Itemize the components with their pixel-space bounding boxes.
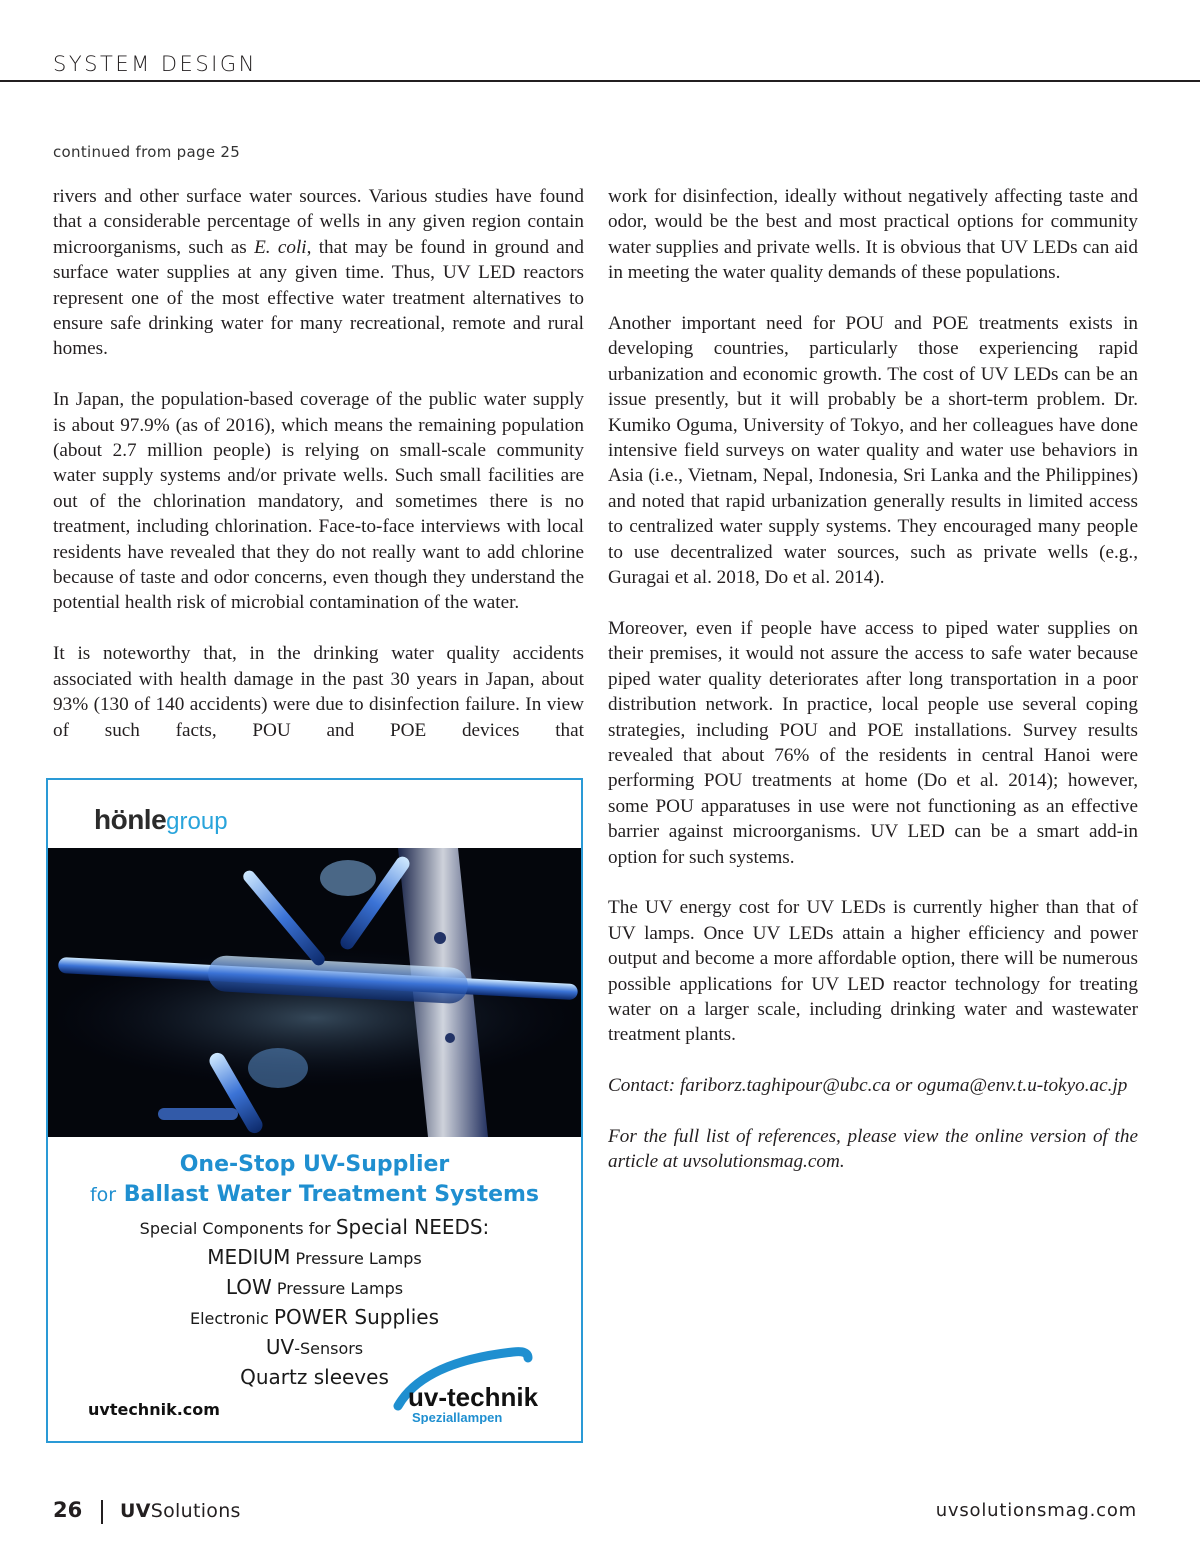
ad-list-item: MEDIUM Pressure Lamps bbox=[207, 1245, 422, 1269]
ad-list-item: Electronic POWER Supplies bbox=[189, 1305, 440, 1329]
ad-headline-line-1: One-Stop UV-Supplier bbox=[179, 1152, 450, 1177]
ad-list-item: Quartz sleeves bbox=[240, 1365, 389, 1389]
svg-text:Speziallampen: Speziallampen bbox=[412, 1410, 503, 1424]
section-header: SYSTEM DESIGN bbox=[53, 52, 257, 76]
magazine-name: UVSolutions bbox=[120, 1500, 241, 1522]
honle-group-logo: hönlegroup bbox=[94, 804, 228, 835]
ad-headline bbox=[48, 1150, 581, 1210]
references-note: For the full list of references, please view the online version of the article at uvsolutionsmag.com. bbox=[608, 1125, 1138, 1173]
ad-list-item: UV-Sensors bbox=[265, 1335, 364, 1359]
ad-list-item: Special Components for Special NEEDS: bbox=[139, 1215, 490, 1239]
continued-note: continued from page 25 bbox=[53, 143, 241, 161]
left-paragraph-1: rivers and other surface water sources. Various studies have found that a considerable percentage of wells in any given region contain microorganisms, such as E. coli, that may be found in ground and surface water supplies at any given time. Thus, UV LED reactors represent one of the most effective water treatment alternatives to ensure safe drinking water for many recreational, remote and rural homes. bbox=[53, 186, 584, 360]
right-column bbox=[608, 184, 1138, 1200]
left-paragraph-3: It is noteworthy that, in the drinking water quality accidents associated with health damage in the past 30 years in Japan, about 93% (130 of 140 accidents) were due to disinfection failure. In view of such facts, POU and POE devices that bbox=[53, 643, 584, 741]
right-paragraph-3: Moreover, even if people have access to piped water supplies on their premises, it would not assure the access to safe water because piped water quality deteriorates after long transportation in a poor distribution network. In practice, local people use several coping strategies, including POU and POE installations. Survey results revealed that about 76% of the residents in central Hanoi were performing POU treatments at home (Do et al. 2014); however, some POU apparatuses in use were not functioning as an effective barrier against microorganisms. UV LED can be a smart add-in option for such systems. bbox=[608, 617, 1138, 868]
svg-text:uv-technik: uv-technik bbox=[408, 1382, 539, 1412]
species-name: E. coli bbox=[254, 236, 307, 258]
ad-url-link[interactable]: uvtechnik.com bbox=[88, 1400, 220, 1419]
uv-technik-logo bbox=[378, 1344, 568, 1424]
contact-line: Contact: fariborz.taghipour@ubc.ca or oguma@env.t.u-tokyo.ac.jp bbox=[608, 1075, 1128, 1097]
left-column bbox=[53, 184, 584, 768]
uv-lamp-photo bbox=[48, 848, 581, 1137]
header-rule bbox=[0, 80, 1200, 82]
right-paragraph-2: Another important need for POU and POE treatments exists in developing countries, particularly those experiencing rapid urbanization and economic growth. The cost of UV LEDs can be an issue presently, but it will probably be a short-term problem. Dr. Kumiko Oguma, University of Tokyo, and her colleagues have done intensive field surveys on water quality and water use behaviors in Asia (i.e., Vietnam, Nepal, Indonesia, Sri Lanka and the Philippines) and noted that rapid urbanization generally results in limited access to centralized water supply systems. They encouraged many people to use decentralized water sources, such as private wells (e.g., Guragai et al. 2018, Do et al. 2014). bbox=[608, 313, 1138, 589]
ad-headline-line-2: for Ballast Water Treatment Systems bbox=[89, 1182, 540, 1207]
right-paragraph-1: work for disinfection, ideally without negatively affecting taste and odor, would be the best and most practical options for community water supplies and private wells. It is obvious that UV LEDs can aid in meeting the water quality demands of these populations. bbox=[608, 186, 1138, 284]
advertisement[interactable] bbox=[46, 778, 583, 1443]
footer-url[interactable]: uvsolutionsmag.com bbox=[935, 1500, 1137, 1521]
footer-divider bbox=[101, 1500, 103, 1524]
page-number: 26 bbox=[53, 1498, 83, 1522]
ad-list-item: LOW Pressure Lamps bbox=[225, 1275, 404, 1299]
left-paragraph-2: In Japan, the population-based coverage of the public water supply is about 97.9% (as of 2016), which means the remaining population (about 2.7 million people) is relying on small-scale community water supply systems and/or private wells. Such small facilities are out of the chlorination mandatory, and sometimes there is no treatment, including chlorination. Face-to-face interviews with local residents have revealed that they do not really want to add chlorine because of taste and odor concerns, even though they understand the potential health risk of microbial contamination of the water. bbox=[53, 389, 584, 614]
right-paragraph-4: The UV energy cost for UV LEDs is currently higher than that of UV lamps. Once UV LEDs attain a higher efficiency and power output and become a more affordable option, there will be numerous possible applications for UV LED reactor technology for treating water on a larger scale, including drinking water and wastewater treatment plants. bbox=[608, 897, 1138, 1046]
